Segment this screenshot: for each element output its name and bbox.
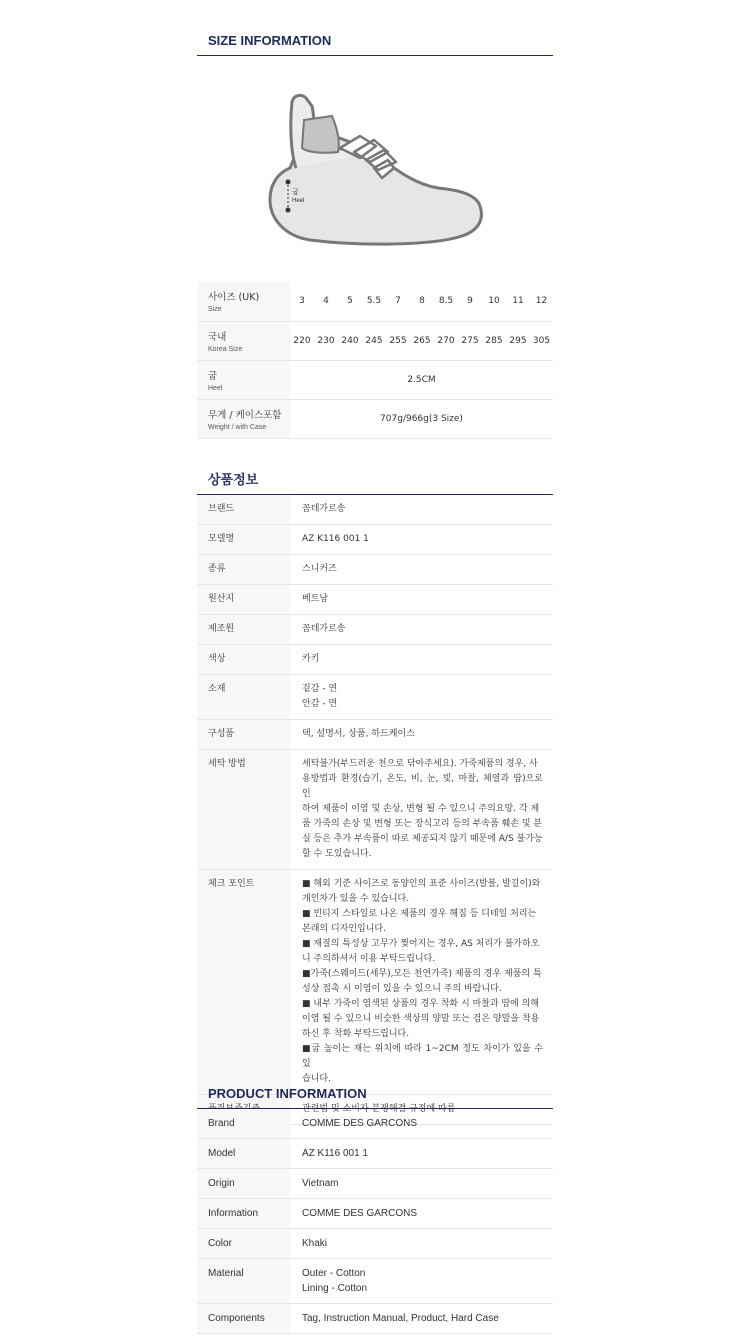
product-en-value-line: Vietnam bbox=[302, 1178, 339, 1189]
size-korea-cell: 255 bbox=[386, 321, 410, 360]
size-label-uk-ko: 사이즈 (UK) bbox=[208, 292, 260, 304]
product-ko-value-line: ■굽 높이는 재는 위치에 따라 1~2CM 정도 차이가 있을 수 있 bbox=[302, 1044, 543, 1069]
product-ko-row bbox=[197, 555, 553, 585]
product-en-row-label: Brand bbox=[197, 1109, 290, 1139]
product-ko-row bbox=[197, 720, 553, 750]
product-ko-value-line: ■ 재질의 특성상 고무가 찢어지는 경우, AS 처리가 불가하오 bbox=[302, 939, 540, 949]
product-ko-value-line: 카키 bbox=[302, 654, 320, 664]
product-ko-row-value bbox=[290, 615, 553, 645]
product-ko-row bbox=[197, 615, 553, 645]
product-ko-value-line: 할 수 도있습니다. bbox=[302, 849, 372, 859]
size-korea-cell: 285 bbox=[482, 321, 506, 360]
size-label-heel-en: Heel bbox=[208, 384, 223, 392]
product-ko-row-value bbox=[290, 645, 553, 675]
product-ko-row-value bbox=[290, 720, 553, 750]
product-en-row bbox=[197, 1304, 553, 1334]
size-label-uk-en: Size bbox=[208, 306, 222, 314]
product-ko-value-line: 개인차가 있을 수 있습니다. bbox=[302, 894, 410, 904]
product-ko-value-line: 꼼데가르송 bbox=[302, 504, 346, 514]
size-uk-cell: 11 bbox=[506, 282, 530, 321]
product-en-row bbox=[197, 1139, 553, 1169]
sneaker-illustration bbox=[262, 90, 488, 248]
heel-value: 2.5CM bbox=[290, 360, 553, 399]
size-korea-cell: 305 bbox=[530, 321, 553, 360]
product-ko-row-label: 구성품 bbox=[197, 720, 290, 750]
size-uk-cell: 12 bbox=[530, 282, 553, 321]
product-en-row-label: Components bbox=[197, 1304, 290, 1334]
size-label-korea bbox=[197, 321, 290, 360]
size-label-korea-en: Korea Size bbox=[208, 345, 243, 353]
product-ko-row-value bbox=[290, 495, 553, 525]
product-ko-row-value bbox=[290, 555, 553, 585]
product-ko-row-label: 소재 bbox=[197, 675, 290, 720]
product-info-ko-table bbox=[197, 495, 553, 1125]
product-ko-row bbox=[197, 645, 553, 675]
product-ko-row-label: 체크 포인트 bbox=[197, 870, 290, 1095]
product-ko-value-line: 니 주의하셔서 이용 부탁드립니다. bbox=[302, 954, 436, 964]
product-ko-value-line: 용방법과 환경(습기, 온도, 비, 눈, 빛, 마찰, 체열과 땀)으로 인 bbox=[302, 774, 543, 799]
product-ko-value-line: 실 등은 추가 부속품이 따로 제공되지 않기 때문에 A/S 불가능 bbox=[302, 834, 543, 844]
size-label-weight-ko: 무게 / 케이스포함 bbox=[208, 409, 282, 421]
product-info-en-title: PRODUCT INFORMATION bbox=[197, 1085, 553, 1109]
product-en-row-label: Origin bbox=[197, 1169, 290, 1199]
size-korea-cell: 295 bbox=[506, 321, 530, 360]
size-uk-cell: 5 bbox=[338, 282, 362, 321]
product-ko-row-label: 색상 bbox=[197, 645, 290, 675]
product-en-value-line: Khaki bbox=[302, 1238, 328, 1249]
product-ko-row bbox=[197, 495, 553, 525]
size-row-weight bbox=[197, 399, 553, 438]
product-info-ko-title: 상품정보 bbox=[197, 471, 553, 495]
product-en-row bbox=[197, 1229, 553, 1259]
size-row-heel bbox=[197, 360, 553, 399]
size-uk-cell: 8.5 bbox=[434, 282, 458, 321]
size-uk-cell: 9 bbox=[458, 282, 482, 321]
size-korea-cell: 240 bbox=[338, 321, 362, 360]
product-ko-value-line: 품 가죽의 손상 및 변형 또는 장식고리 등의 부속품 훼손 및 분 bbox=[302, 819, 543, 829]
product-en-row-label: Color bbox=[197, 1229, 290, 1259]
size-table-wrapper bbox=[197, 282, 553, 439]
product-en-value-line: AZ K116 001 1 bbox=[302, 1148, 368, 1159]
product-ko-value-line: AZ K116 001 1 bbox=[302, 534, 369, 544]
product-ko-row bbox=[197, 750, 553, 870]
size-label-korea-ko: 국내 bbox=[208, 331, 227, 343]
product-en-value-line: Outer - Cotton bbox=[302, 1268, 366, 1279]
product-ko-value-line: ■ 내부 가죽이 염색된 상품의 경우 착화 시 마찰과 땀에 의해 bbox=[302, 999, 540, 1009]
size-uk-cell: 10 bbox=[482, 282, 506, 321]
product-ko-value-line: 베트남 bbox=[302, 594, 329, 604]
product-ko-row-value bbox=[290, 750, 553, 870]
size-label-weight-en: Weight / with Case bbox=[208, 423, 267, 431]
size-korea-cell: 265 bbox=[410, 321, 434, 360]
product-ko-value-line: 겉감 - 면 bbox=[302, 684, 338, 694]
product-en-row-value bbox=[290, 1199, 553, 1229]
size-label-heel-ko: 굽 bbox=[208, 370, 218, 382]
product-ko-row bbox=[197, 870, 553, 1095]
size-uk-cell: 3 bbox=[290, 282, 314, 321]
product-ko-row-value bbox=[290, 585, 553, 615]
size-korea-cell: 230 bbox=[314, 321, 338, 360]
product-ko-value-line: 본래의 디자인입니다. bbox=[302, 924, 386, 934]
product-en-row-value bbox=[290, 1169, 553, 1199]
product-ko-value-line: 습니다. bbox=[302, 1074, 331, 1084]
product-info-en-table bbox=[197, 1109, 553, 1334]
product-ko-row bbox=[197, 675, 553, 720]
product-en-row-label: Information bbox=[197, 1199, 290, 1229]
product-ko-row-label: 제조원 bbox=[197, 615, 290, 645]
product-en-row-value bbox=[290, 1259, 553, 1304]
product-ko-row-label: 모델명 bbox=[197, 525, 290, 555]
weight-value: 707g/966g(3 Size) bbox=[290, 399, 553, 438]
product-info-ko-section bbox=[197, 471, 553, 1125]
size-korea-cell: 270 bbox=[434, 321, 458, 360]
size-uk-cell: 4 bbox=[314, 282, 338, 321]
product-ko-value-line: 성상 접촉 시 이염이 있을 수 있으니 주의 바랍니다. bbox=[302, 984, 502, 994]
size-information-section bbox=[197, 32, 553, 56]
product-en-row-label: Model bbox=[197, 1139, 290, 1169]
product-ko-value-line: 이염 될 수 있으니 비슷한 색상의 양말 또는 검은 양말을 착용 bbox=[302, 1014, 540, 1024]
product-en-row bbox=[197, 1169, 553, 1199]
heel-label-ko: 굽 bbox=[292, 188, 299, 196]
product-en-value-line: COMME DES GARCONS bbox=[302, 1208, 418, 1219]
product-en-row bbox=[197, 1199, 553, 1229]
product-ko-row-value bbox=[290, 675, 553, 720]
product-en-row-value bbox=[290, 1139, 553, 1169]
product-en-value-line: Tag, Instruction Manual, Product, Hard Case bbox=[302, 1313, 499, 1324]
product-ko-value-line: 안감 - 면 bbox=[302, 699, 338, 709]
size-korea-cell: 245 bbox=[362, 321, 386, 360]
product-ko-row-value bbox=[290, 525, 553, 555]
product-en-row bbox=[197, 1259, 553, 1304]
size-information-title: SIZE INFORMATION bbox=[197, 32, 553, 56]
size-label-heel bbox=[197, 360, 290, 399]
size-korea-cell: 275 bbox=[458, 321, 482, 360]
product-ko-row-label: 브랜드 bbox=[197, 495, 290, 525]
size-korea-cell: 220 bbox=[290, 321, 314, 360]
product-en-row-label: Material bbox=[197, 1259, 290, 1304]
product-ko-row-label: 원산지 bbox=[197, 585, 290, 615]
product-en-row-value bbox=[290, 1229, 553, 1259]
product-ko-value-line: 세탁불가(부드러운 천으로 닦아주세요). 가죽제품의 경우, 사 bbox=[302, 759, 538, 769]
product-ko-row bbox=[197, 525, 553, 555]
product-ko-value-line: 스니커즈 bbox=[302, 564, 337, 574]
size-uk-cell: 5.5 bbox=[362, 282, 386, 321]
product-ko-value-line: ■ 해외 기준 사이즈로 동양인의 표준 사이즈(발볼, 발길이)와 bbox=[302, 879, 541, 889]
heel-label-en: Heel bbox=[292, 198, 305, 204]
product-ko-value-line: 하여 제품이 이염 및 손상, 변형 될 수 있으니 주의요망. 각 제 bbox=[302, 804, 540, 814]
size-row-uk bbox=[197, 282, 553, 321]
size-row-korea bbox=[197, 321, 553, 360]
size-table bbox=[197, 282, 553, 439]
product-ko-value-line: 택, 설명서, 상품, 하드케이스 bbox=[302, 729, 415, 739]
product-en-value-line: Lining - Cotton bbox=[302, 1283, 368, 1294]
product-en-row-value bbox=[290, 1109, 553, 1139]
size-uk-cell: 7 bbox=[386, 282, 410, 321]
product-ko-row-label: 종류 bbox=[197, 555, 290, 585]
size-uk-cell: 8 bbox=[410, 282, 434, 321]
product-ko-row bbox=[197, 585, 553, 615]
product-ko-row-label: 세탁 방법 bbox=[197, 750, 290, 870]
product-en-row-value bbox=[290, 1304, 553, 1334]
product-ko-value-line: 하신 후 착화 부탁드립니다. bbox=[302, 1029, 410, 1039]
product-ko-value-line: 관련법 및 소비자 분쟁해결 규정에 따름 bbox=[302, 1104, 456, 1114]
product-ko-value-line: ■가죽(스웨이드(세무),모든 천연가죽) 제품의 경우 제품의 특 bbox=[302, 969, 542, 979]
product-ko-value-line: ■ 빈티지 스타일로 나온 제품의 경우 해짐 등 디테일 처리는 bbox=[302, 909, 537, 919]
product-en-row bbox=[197, 1109, 553, 1139]
size-label-weight bbox=[197, 399, 290, 438]
product-info-en-section bbox=[197, 1085, 553, 1334]
size-label-uk bbox=[197, 282, 290, 321]
product-ko-value-line: 꼼데가르송 bbox=[302, 624, 346, 634]
product-ko-row-value bbox=[290, 870, 553, 1095]
product-en-value-line: COMME DES GARCONS bbox=[302, 1118, 418, 1129]
